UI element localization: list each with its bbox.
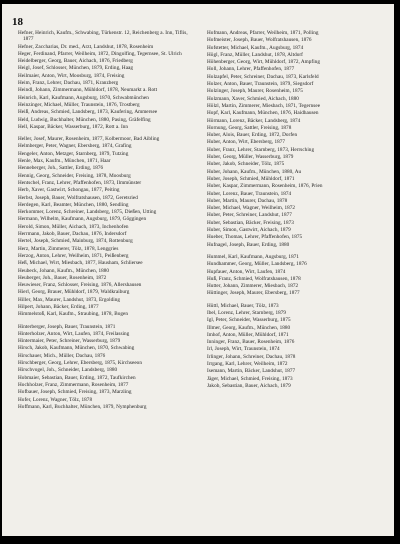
directory-entry: Hofmann, Andreas, Pfarrer, Weilheim, 1871, Polling [207, 30, 319, 36]
directory-entry: Inninger, Franz, Bauer, Rosenheim, 1876 [207, 339, 295, 346]
directory-entry: Hirsch, Jakob, Kaufmann, München, 1870, Schwabing [18, 345, 135, 352]
directory-entry: Hefner, Zaccharias, Dr. med., Arzt, Landshut, 1878, Rosenheim [18, 43, 154, 50]
directory-entry: Hopf, Karl, Kaufmann, München, 1876, Haidhausen [207, 110, 319, 117]
directory-entry: Hupfauer, Anton, Wirt, Laufen, 1874 [207, 268, 286, 275]
directory-entry: Igl, Peter, Schneider, Wasserburg, 1875 [207, 317, 291, 324]
right-column [207, 30, 387, 390]
directory-entry: Jakob, Sebastian, Bauer, Aichach, 1879 [207, 382, 291, 389]
directory-entry: Heinzinger, Michael, Müller, Traunstein, 1876, Trostberg [18, 101, 140, 108]
directory-entry: Hufnagel, Joseph, Bauer, Erding, 1880 [207, 241, 290, 248]
directory-entry: Herzog, Anton, Lehrer, Weilheim, 1871, Peißenberg [18, 252, 129, 259]
directory-entry: Huber, Simon, Gastwirt, Aichach, 1879 [207, 227, 291, 234]
directory-entry: Heller, Josef, Maurer, Rosenheim, 1877, Kolbermoor, Bad Aibling [18, 136, 160, 143]
directory-entry: Hölzl, Martin, Zimmerer, Miesbach, 1871, Tegernsee [207, 102, 321, 109]
directory-entry: Hilpert, Johann, Bäcker, Erding, 1877 [18, 303, 99, 310]
directory-entry: Hefner, Heinrich, Kaufm., Schwabing, Türkenstr. 12, Reichenberg a. Inn, Tiflis, 1877 [18, 30, 188, 43]
directory-entry: Hofstetter, Michael, Kaufm., Augsburg, 1874 [207, 44, 304, 51]
directory-entry: Hirschberger, Georg, Lehrer, Ebersberg, 1875, Kirchseeon [18, 360, 142, 367]
directory-entry: Höhenberger, Georg, Wirt, Mühldorf, 1872, Ampfing [207, 59, 320, 66]
directory-entry: Holzinger, Joseph, Maurer, Rosenheim, 1875 [207, 88, 303, 95]
directory-entry: Heubeck, Johann, Kaufm., München, 1880 [18, 267, 110, 274]
directory-entry: Heß, Michael, Wirt, Miesbach, 1877, Hausham, Schliersee [18, 260, 143, 267]
directory-entry: Henneberger, Joh., Sattler, Erding, 1876 [18, 165, 104, 172]
directory-entry: Holzapfel, Peter, Schreiner, Dachau, 1873, Karlsfeld [207, 73, 319, 80]
page-number: 18 [12, 16, 23, 28]
directory-entry: Heger, Ferdinand, Pfarrer, Weilheim, 1872, Dingolfing, Tegernsee, St. Ulrich [18, 50, 182, 57]
directory-entry: Heinrich, Karl, Kaufmann, Augsburg, 1870, Schwabmünchen [18, 94, 149, 101]
left-column [18, 30, 198, 411]
directory-entry: Hentschel, Franz, Lehrer, Pfaffenhofen, 1873, Ilmmünster [18, 179, 142, 186]
directory-entry: Heindl, Johann, Zimmermann, Mühldorf, 1878, Neumarkt a. Rott [18, 87, 158, 94]
directory-entry: Hutter, Johann, Zimmerer, Miesbach, 1872 [207, 283, 299, 290]
directory-entry: Imhof, Anton, Müller, Mühldorf, 1871 [207, 331, 289, 338]
directory-entry: Hummel, Karl, Kaufmann, Augsburg, 1871 [207, 253, 299, 260]
directory-entry: Irlinger, Johann, Schreiner, Dachau, 1878 [207, 353, 296, 360]
directory-entry: Heim, Franz, Lehrer, Dachau, 1871, Kranzberg [18, 80, 119, 87]
directory-entry: Huber, Peter, Schreiner, Landshut, 1877 [207, 212, 292, 219]
directory-entry: Huber, Lorenz, Bauer, Traunstein, 1874 [207, 190, 292, 197]
directory-entry: Heuwieser, Franz, Schlosser, Freising, 1876, Allershausen [18, 282, 142, 289]
directory-entry: Högl, Franz, Müller, Landshut, 1878, Altdorf [207, 51, 303, 58]
directory-entry: Huber, Johann, Kaufm., München, 1880, Au [207, 168, 302, 175]
directory-entry: Hintermaier, Peter, Schreiner, Wasserburg, 1879 [18, 338, 121, 345]
directory-entry: Hofmeister, Joseph, Bauer, Wolfratshausen, 1876 [207, 37, 312, 44]
directory-entry: Hirschauer, Mich., Müller, Dachau, 1876 [18, 352, 106, 359]
directory-entry: Huber, Sebastian, Bäcker, Freising, 1873 [207, 219, 294, 226]
directory-entry: Holl, Johann, Lehrer, Pfaffenhofen, 1877 [207, 66, 295, 73]
directory-entry: Hinterberger, Joseph, Bauer, Traunstein, 1871 [18, 323, 116, 330]
directory-entry: Heigl, Josef, Schlosser, München, 1879, Erding, Haag [18, 65, 134, 72]
directory-entry: Herb, Xaver, Gastwirt, Schongau, 1877, Peiting [18, 187, 120, 194]
directory-entry: Hoffmann, Karl, Buchhalter, München, 1879, Nymphenburg [18, 403, 147, 410]
directory-entry: Herkommer, Lorenz, Schreiner, Landsberg, 1875, Dießen, Utting [18, 209, 157, 216]
directory-entry: Hinterholzer, Anton, Wirt, Laufen, 1874, Freilassing [18, 330, 130, 337]
directory-entry: Herdegen, Karl, Beamter, München, 1880, Sendling [18, 201, 129, 208]
directory-entry: Held, Ludwig, Buchhalter, München, 1880, Pasing, Gräfelfing [18, 116, 151, 123]
directory-entry: Illmer, Georg, Kaufm., München, 1880 [207, 324, 291, 331]
directory-entry: Hermann, Wilhelm, Kaufmann, Augsburg, 1879, Göggingen [18, 216, 147, 223]
directory-entry: Heilmaier, Anton, Wirt, Moosburg, 1874, Freising [18, 72, 125, 79]
directory-entry: Huber, Michael, Wagner, Weilheim, 1872 [207, 205, 296, 212]
directory-entry: Ibel, Lorenz, Lehrer, Starnberg, 1879 [207, 309, 287, 316]
directory-entry: Herbst, Joseph, Bauer, Wolfratshausen, 1872, Geretsried [18, 194, 138, 201]
directory-entry: Hofbauer, Joseph, Schmied, Freising, 1873, Marzling [18, 389, 132, 396]
directory-entry: Hengeler, Anton, Metzger, Starnberg, 1879, Tutzing [18, 150, 129, 157]
directory-entry: Heidelberger, Georg, Bauer, Aichach, 1876, Friedberg [18, 58, 133, 65]
directory-entry: Hofer, Lorenz, Wagner, Tölz, 1878 [18, 396, 93, 403]
directory-entry: Hennig, Georg, Schneider, Freising, 1878, Moosburg [18, 172, 131, 179]
directory-entry: Hobmaier, Sebastian, Bauer, Erding, 1872, Taufkirchen [18, 374, 136, 381]
directory-entry: Holzmann, Xaver, Schmied, Aichach, 1880 [207, 95, 299, 102]
directory-entry: Himmelstoß, Karl, Kaufm., Straubing, 1878, Bogen [18, 311, 129, 318]
document-page [2, 4, 394, 536]
directory-entry: Huber, Georg, Müller, Wasserburg, 1879 [207, 154, 294, 161]
directory-entry: Hertel, Joseph, Schmied, Mainburg, 1874, Rottenburg [18, 238, 133, 245]
directory-entry: Huber, Martin, Maurer, Dachau, 1878 [207, 197, 288, 204]
directory-entry: Hörmann, Lorenz, Bäcker, Landsberg, 1874 [207, 117, 301, 124]
directory-entry: Heiß, Andreas, Schmied, Landsberg, 1873, Kaufering, Ammersee [18, 109, 158, 116]
directory-entry: Hüttl, Michael, Bauer, Tölz, 1873 [207, 302, 279, 309]
directory-entry: Hiller, Max, Maurer, Landshut, 1873, Ergolding [18, 296, 121, 303]
directory-entry: Huber, Alois, Bauer, Erding, 1872, Dorfen [207, 132, 298, 139]
directory-entry: Hundhammer, Georg, Müller, Landsberg, 1876 [207, 261, 307, 268]
directory-entry: Jäger, Michael, Schmied, Freising, 1873 [207, 375, 293, 382]
directory-entry: Hell, Kaspar, Bäcker, Wasserburg, 1872, Rott a. Inn [18, 123, 129, 130]
directory-entry: Huber, Anton, Wirt, Ebersberg, 1877 [207, 139, 286, 146]
directory-entry: Irrgang, Karl, Lehrer, Weilheim, 1872 [207, 361, 288, 368]
directory-entry: Huber, Franz, Lehrer, Starnberg, 1873, Herrsching [207, 146, 315, 153]
directory-entry: Hirschvogel, Joh., Schneider, Landsberg, 1880 [18, 367, 118, 374]
directory-entry: Hueber, Thomas, Lehrer, Pfaffenhofen, 1875 [207, 234, 303, 241]
directory-entry: Heuberger, Joh., Bauer, Rosenheim, 1872 [18, 274, 107, 281]
directory-entry: Irl, Joseph, Wirt, Traunstein, 1874 [207, 346, 280, 353]
directory-entry: Herrmann, Jakob, Bauer, Dachau, 1876, Indersdorf [18, 231, 127, 238]
directory-entry: Hochholzer, Franz, Zimmermann, Rosenheim, 1877 [18, 381, 129, 388]
directory-entry: Huber, Joseph, Schmied, Mühldorf, 1871 [207, 175, 295, 182]
directory-entry: Huber, Jakob, Schneider, Tölz, 1875 [207, 161, 285, 168]
directory-entry: Hornung, Georg, Sattler, Freising, 1878 [207, 124, 292, 131]
directory-entry: Huber, Kaspar, Zimmermann, Rosenheim, 1876, Prien [207, 183, 323, 190]
directory-entry: Herold, Simon, Müller, Aichach, 1873, Inchenhofen [18, 223, 129, 230]
directory-entry: Huß, Franz, Schmied, Wolfratshausen, 1878 [207, 275, 301, 282]
directory-entry: Hierl, Georg, Brauer, Mühldorf, 1879, Waldkraiburg [18, 289, 130, 296]
directory-entry: Helmberger, Peter, Wagner, Ebersberg, 1874, Grafing [18, 143, 132, 150]
directory-entry: Herz, Martin, Zimmerer, Tölz, 1878, Lenggries [18, 245, 119, 252]
directory-entry: Isemann, Martin, Bäcker, Landshut, 1877 [207, 368, 296, 375]
directory-entry: Hüttinger, Joseph, Maurer, Ebersberg, 1877 [207, 290, 300, 297]
directory-entry: Holzer, Anton, Bauer, Traunstein, 1879, Siegsdorf [207, 81, 314, 88]
directory-entry: Henle, Max, Kaufm., München, 1871, Haar [18, 158, 111, 165]
